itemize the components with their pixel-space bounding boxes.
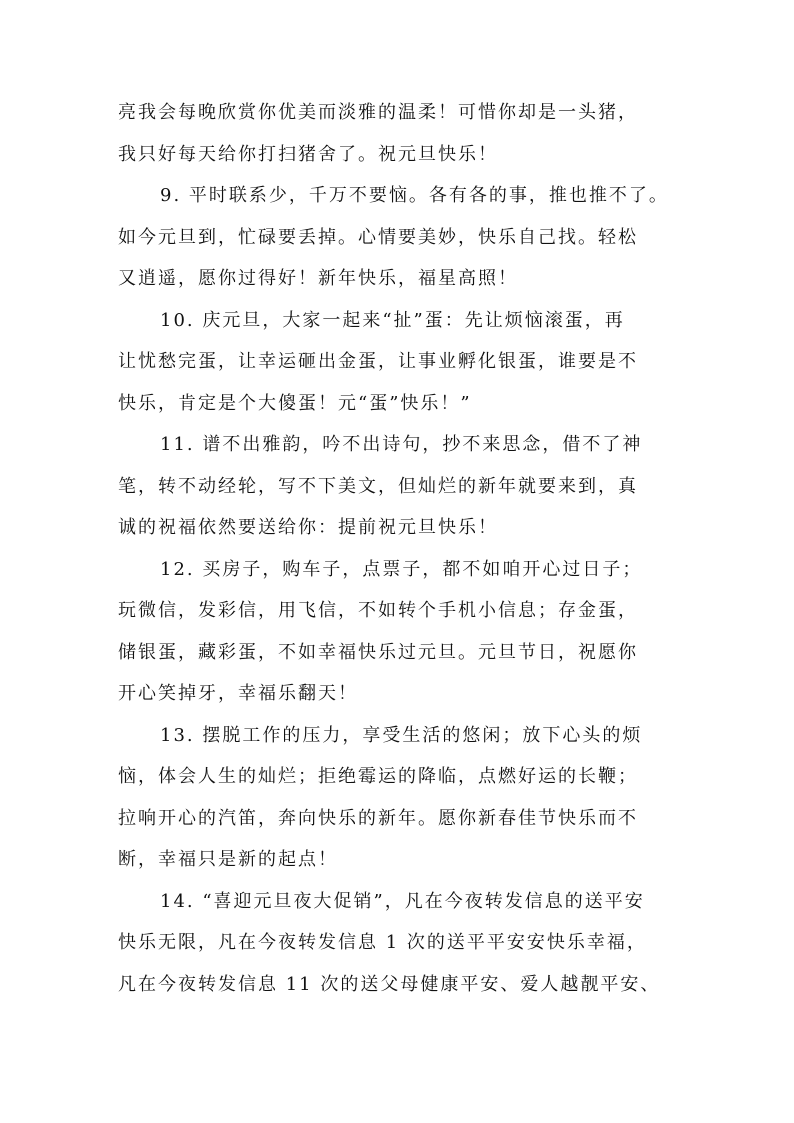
paragraph-9-start: 9. 平时联系少，千万不要恼。各有各的事，推也推不了。: [160, 185, 669, 206]
text-line: 如今元旦到，忙碌要丢掉。心情要美妙，快乐自己找。轻松: [118, 226, 638, 248]
paragraph-10-start: 10. 庆元旦，大家一起来“扯”蛋：先让烦恼滚蛋，再: [160, 309, 625, 331]
text-line: 让忧愁完蛋，让幸运砸出金蛋，让事业孵化银蛋，谁要是不: [118, 351, 638, 372]
text-line: 恼，体会人生的灿烂；拒绝霉运的降临，点燃好运的长鞭；: [118, 766, 638, 787]
text-line: 拉响开心的汽笛，奔向快乐的新年。愿你新春佳节快乐而不: [118, 807, 638, 829]
paragraph-12-start: 12. 买房子，购车子，点票子，都不如咱开心过日子；: [160, 558, 643, 580]
text-line: 诚的祝福依然要送给你：提前祝元旦快乐！: [118, 517, 498, 538]
paragraph-11-start: 11. 谱不出雅韵，吟不出诗句，抄不来思念，借不了神: [160, 434, 643, 455]
paragraph-13-start: 13. 摆脱工作的压力，享受生活的悠闲；放下心头的烦: [160, 724, 643, 746]
text-line: 亮我会每晚欣赏你优美而淡雅的温柔！可惜你却是一头猪，: [118, 102, 638, 123]
text-line: 快乐无限，凡在今夜转发信息 1 次的送平平安安快乐幸福，: [118, 932, 647, 953]
text-line: 断，幸福只是新的起点！: [118, 849, 338, 870]
text-line: 储银蛋，藏彩蛋，不如幸福快乐过元旦。元旦节日，祝愿你: [118, 641, 638, 663]
text-line: 我只好每天给你打扫猪舍了。祝元旦快乐！: [118, 143, 498, 165]
text-line: 快乐，肯定是个大傻蛋！元“蛋”快乐！”: [118, 392, 472, 414]
document-body: [118, 92, 686, 1005]
text-line: 开心笑掉牙，幸福乐翻天！: [118, 683, 358, 704]
text-line: 笔，转不动经轮，写不下美文，但灿烂的新年就要来到，真: [118, 475, 638, 497]
paragraph-14-start: 14. “喜迎元旦夜大促销”，凡在今夜转发信息的送平安: [160, 890, 645, 912]
text-line: 又逍遥，愿你过得好！新年快乐，福星高照！: [118, 268, 518, 289]
text-line: 玩微信，发彩信，用飞信，不如转个手机小信息；存金蛋，: [118, 600, 638, 621]
text-line: 凡在今夜转发信息 11 次的送父母健康平安、爱人越靓平安、: [118, 973, 661, 995]
